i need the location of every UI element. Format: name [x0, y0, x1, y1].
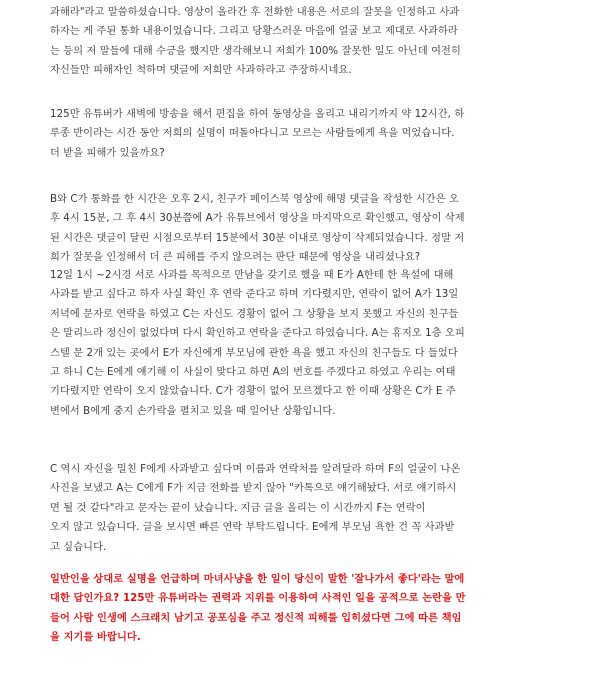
text-line: C 역시 자신을 밀친 F에게 사과받고 싶다며 이름과 연락처를 알려달라 하며 F의 얼굴이 나온 [50, 464, 461, 475]
text-line: 는 등의 저 말들에 대해 수긍을 했지만 생각해보니 저희가 100% 잘못한 일도 아닌데 여전히 [50, 45, 461, 57]
text-line: 오지 않고 있습니다. 글을 보시면 빠른 연락 부탁드립니다. E에게 부모님 욕한 건 꼭 사과받 [50, 522, 455, 534]
text-line: 대한 답인가요? 125만 유튜버라는 권력과 지위를 이용하여 사적인 일을 공적으로 논란을 만 [50, 593, 466, 605]
text-line: 과해라"라고 말씀하셨습니다. 영상이 올라간 후 전화한 내용은 서로의 잘못을 인정하고 사과 [50, 7, 460, 18]
text-line: B와 C가 통화를 한 시간은 오후 2시, 친구가 페이스북 영상에 해명 댓글을 작성한 시간은 오 [50, 194, 459, 205]
paragraph-5 [50, 460, 545, 557]
text-line: 자신들만 피해자인 척하며 댓글에 저희만 사과하라고 주장하시네요. [50, 65, 352, 77]
text-line: 희가 잘못을 인정해서 더 큰 피해를 주지 않으려는 판단 때문에 영상을 내리셨나요? [50, 252, 421, 264]
paragraph-4 [50, 266, 545, 421]
text-line: 12일 1시 ~2시경 서로 사과를 목적으로 만남을 갖기로 했을 때 E가 A한테 한 욕설에 대해 [50, 270, 454, 281]
text-line: 스텔 문 2개 있는 곳에서 E가 자신에게 부모님에 관한 욕을 했고 자신의 친구들도 다 들었다 [50, 347, 458, 359]
text-line: 된 시간은 댓글이 달린 시점으로부터 15분에서 30분 이내로 영상이 삭제되었습니다. 정말 저 [50, 232, 465, 244]
text-line: 면 될 것 같다"라고 문자는 끝이 났습니다. 지금 글을 올리는 이 시간까지 F는 연락이 [50, 502, 426, 514]
text-line: 고 싶습니다. [50, 541, 107, 553]
text-line: 더 받을 피해가 있을까요? [50, 147, 165, 159]
text-line: 125만 유튜버가 새벽에 방송을 해서 편집을 하여 동영상을 올리고 내리기까지 약 12시간, 하 [50, 109, 465, 120]
paragraph-1 [50, 3, 545, 81]
text-line: 사과를 받고 싶다고 하자 사실 확인 후 연락 준다고 하며 기다렸지만, 연락이 없어 A가 13일 [50, 289, 459, 301]
text-line: 고 하니 C는 E에게 얘기해 이 사실이 맞다고 하면 A의 번호를 주겠다고 하였고 우리는 여태 [50, 367, 456, 379]
paragraph-2 [50, 105, 545, 163]
text-line: 을 지기를 바랍니다. [50, 632, 141, 644]
text-line: 일반인을 상대로 실명을 언급하며 마녀사냥을 한 일이 당신이 말한 '잘나가서 좋다'라는 말에 [50, 574, 465, 585]
text-line: 하자는 게 주된 통화 내용이었습니다. 그리고 당황스러운 마음에 얼굴 보고 제대로 사과하라 [50, 26, 458, 38]
text-line: 사진을 보냈고 A는 C에게 F가 지금 전화를 받지 않아 "카톡으로 얘기해놨다. 서로 얘기하시 [50, 483, 457, 495]
paragraph-6-highlighted [50, 570, 545, 648]
text-line: 저녁에 문자로 연락을 하였고 C는 자신도 경황이 없어 그 상황을 보지 못했고 자신의 친구들 [50, 308, 459, 320]
text-line: 들어 사람 인생에 스크래치 남기고 공포심을 주고 정신적 피해를 입히셨다면 그에 따른 책임 [50, 612, 462, 624]
text-line: 변에서 B에게 중지 손가락을 펼치고 있을 때 일어난 상황입니다. [50, 405, 336, 417]
text-line: 기다렸지만 연락이 오지 않았습니다. C가 경황이 없어 모르겠다고 한 이때 상황은 C가 E 주 [50, 386, 456, 398]
paragraph-3 [50, 190, 545, 268]
text-line: 은 말리느라 정신이 없었다며 다시 확인하고 연락을 준다고 하였습니다. A는 휴지오 1층 오피 [50, 328, 465, 340]
text-line: 후 4시 15분, 그 후 4시 30분쯤에 A가 유튜브에서 영상을 마지막으로 확인했고, 영상이 삭제 [50, 213, 465, 225]
text-line: 루종 반이라는 시간 동안 저희의 실명이 떠돌아다니고 모르는 사람들에게 욕을 먹었습니다. [50, 128, 455, 140]
